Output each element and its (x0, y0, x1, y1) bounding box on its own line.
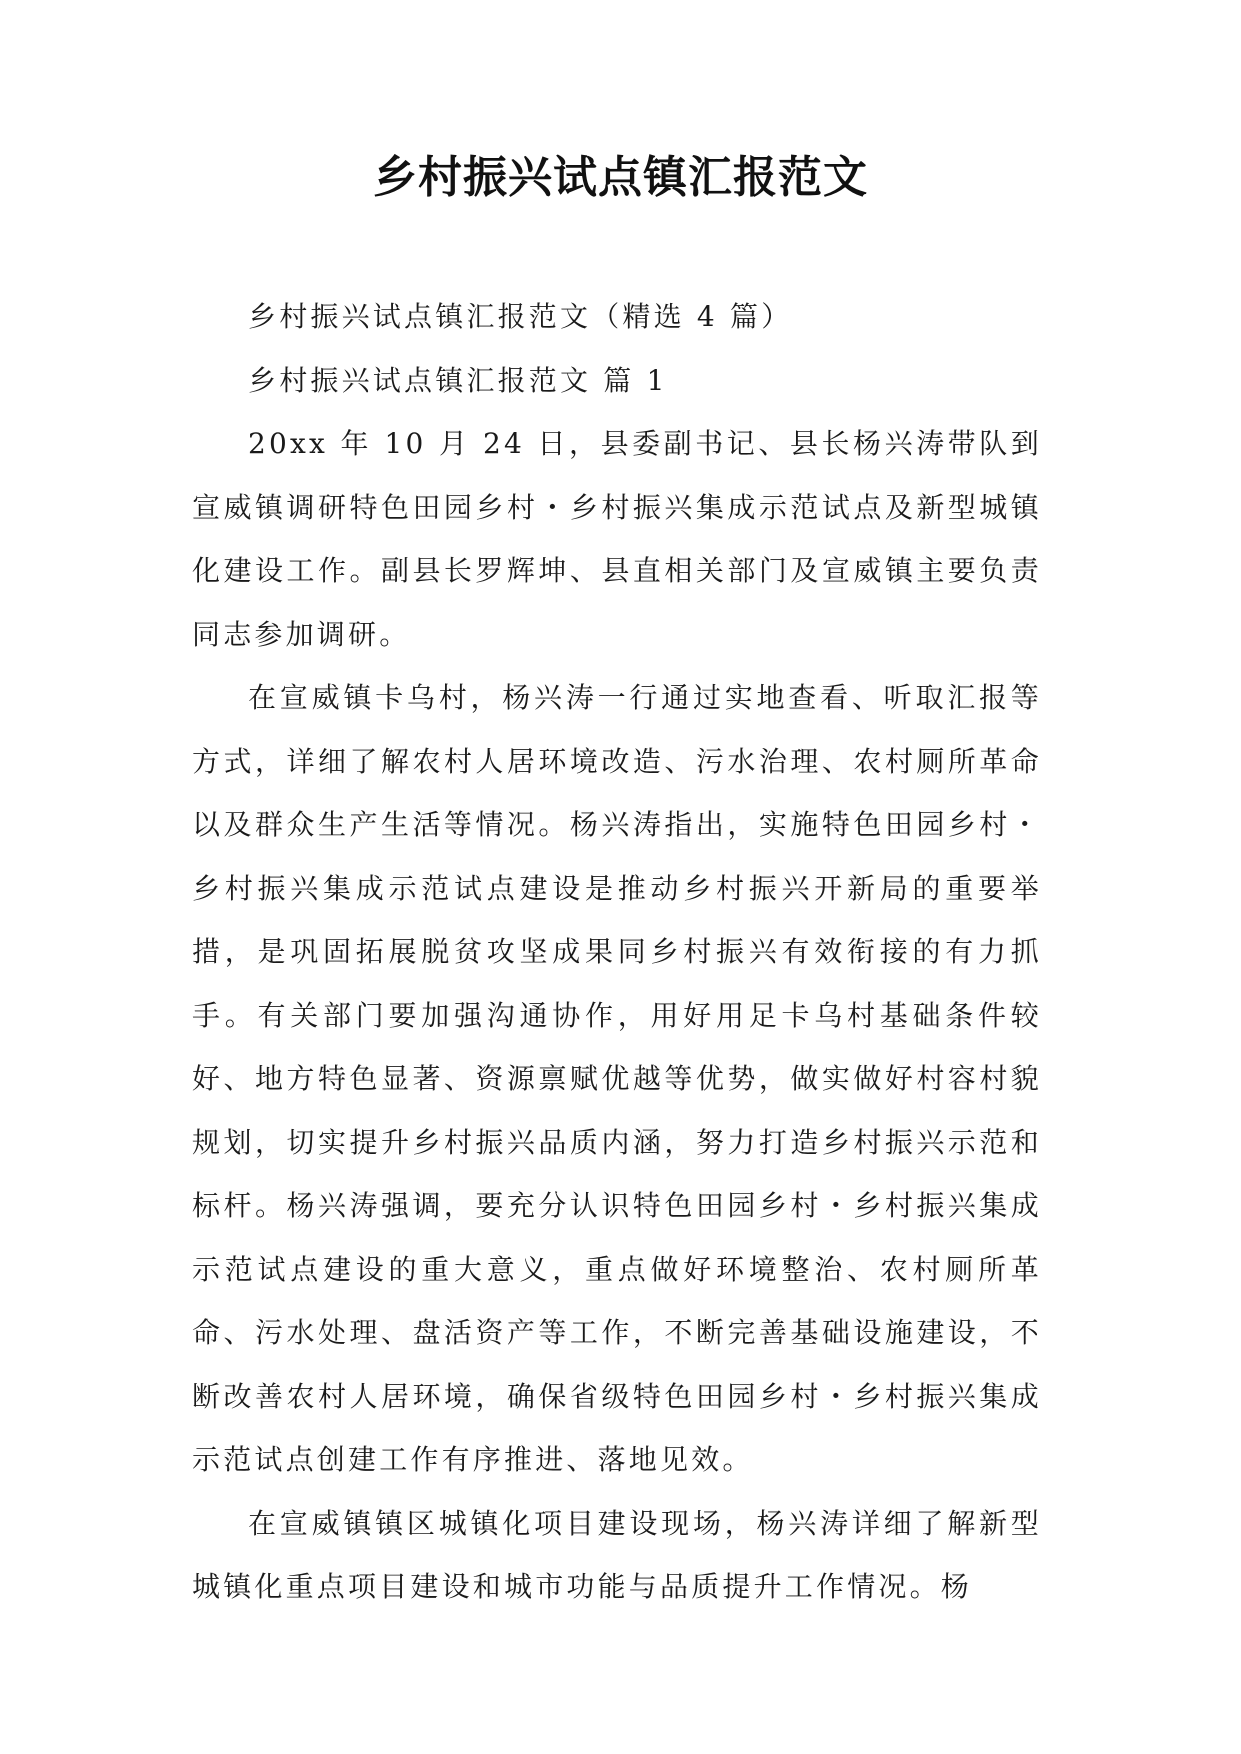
paragraph-3: 在宣威镇镇区城镇化项目建设现场，杨兴涛详细了解新型城镇化重点项目建设和城市功能与品质提升工作情况。杨 (192, 1506, 1042, 1603)
paragraph-1: 20xx 年 10 月 24 日，县委副书记、县长杨兴涛带队到宣威镇调研特色田园乡村・乡村振兴集成示范试点及新型城镇化建设工作。副县长罗辉坤、县直相关部门及宣威镇主要负责同志参加调研。 (192, 427, 1042, 651)
document-body (192, 285, 1042, 1619)
paragraph-2: 在宣威镇卡乌村，杨兴涛一行通过实地查看、听取汇报等方式，详细了解农村人居环境改造、污水治理、农村厕所革命以及群众生产生活等情况。杨兴涛指出，实施特色田园乡村・乡村振兴集成示范试点建设是推动乡村振兴开新局的重要举措，是巩固拓展脱贫攻坚成果同乡村振兴有效衔接的有力抓手。有关部门要加强沟通协作，用好用足卡乌村基础条件较好、地方特色显著、资源禀赋优越等优势，做实做好村容村貌规划，切实提升乡村振兴品质内涵，努力打造乡村振兴示范和标杆。杨兴涛强调，要充分认识特色田园乡村・乡村振兴集成示范试点建设的重大意义，重点做好环境整治、农村厕所革命、污水处理、盘活资产等工作，不断完善基础设施建设，不断改善农村人居环境，确保省级特色田园乡村・乡村振兴集成示范试点创建工作有序推进、落地见效。 (192, 681, 1042, 1476)
section-heading: 乡村振兴试点镇汇报范文 篇 1 (248, 363, 668, 397)
document-subtitle: 乡村振兴试点镇汇报范文（精选 4 篇） (248, 300, 793, 333)
document-title: 乡村振兴试点镇汇报范文 (373, 152, 868, 203)
